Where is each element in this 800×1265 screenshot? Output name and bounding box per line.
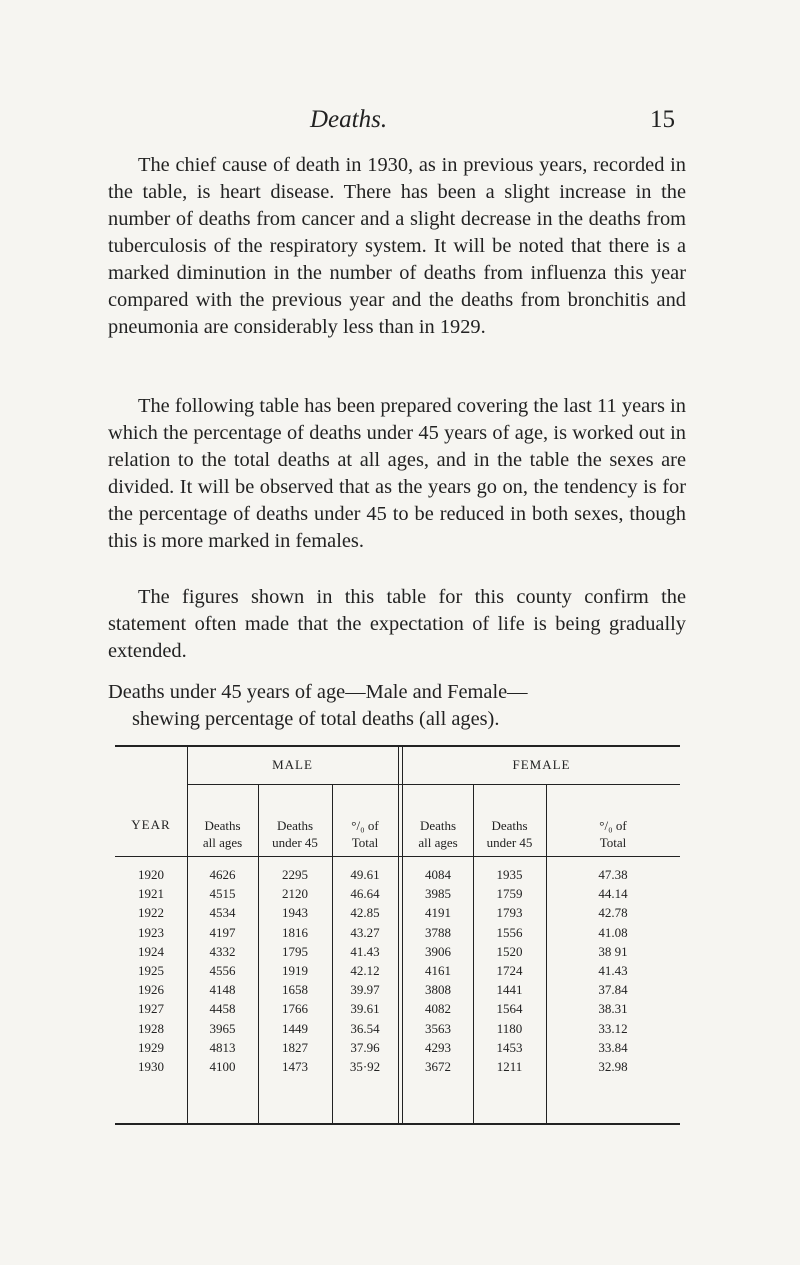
header-line-1: Deaths bbox=[419, 818, 457, 833]
male-deaths-all-ages-cell: 4458 bbox=[209, 1001, 236, 1017]
header-line-1: Deaths bbox=[491, 818, 528, 833]
male-percent-total-cell: 37.96 bbox=[350, 1039, 380, 1055]
female-deaths-all-ages-cell: 3906 bbox=[425, 943, 451, 959]
male-deaths-all-ages-cell: 4148 bbox=[209, 982, 236, 998]
female-deaths-under-45-cell: 1441 bbox=[496, 982, 523, 998]
female-deaths-under-45-cell: 1724 bbox=[496, 963, 523, 978]
female-percent-total-cell: 38.31 bbox=[598, 1001, 628, 1017]
section-title: Deaths. bbox=[310, 106, 388, 133]
header-line-1: Deaths bbox=[204, 818, 241, 833]
page-number: 15 bbox=[650, 106, 675, 133]
female-percent-total-cell: 33.12 bbox=[598, 1020, 628, 1036]
female-percent-total-cell: 42.78 bbox=[598, 905, 628, 921]
male-deaths-all-ages-cell: 4556 bbox=[209, 963, 236, 978]
year-cell: 1924 bbox=[138, 943, 164, 959]
male-deaths-all-ages-cell: 4534 bbox=[209, 905, 236, 921]
header-line-2: Total bbox=[351, 835, 379, 850]
female-deaths-under-45-header bbox=[473, 817, 546, 851]
female-deaths-all-ages-cell: 4293 bbox=[425, 1039, 451, 1055]
paragraph-3 bbox=[108, 584, 686, 665]
male-percent-total-cell: 43.27 bbox=[350, 924, 380, 940]
female-percent-total-header bbox=[546, 817, 680, 851]
male-deaths-under-45-cell: 2120 bbox=[282, 886, 308, 902]
header-line-2: under 45 bbox=[272, 835, 318, 850]
male-deaths-under-45-cell: 2295 bbox=[282, 867, 308, 882]
female-deaths-all-ages-cell: 4084 bbox=[425, 867, 451, 882]
female-percent-total-cell: 41.43 bbox=[598, 963, 628, 978]
male-deaths-all-ages-header bbox=[187, 817, 258, 851]
female-deaths-under-45-cell: 1564 bbox=[496, 1001, 523, 1017]
female-deaths-under-45-cell: 1520 bbox=[496, 943, 523, 959]
female-deaths-under-45-cell: 1211 bbox=[496, 1059, 523, 1074]
header-line-2: all ages bbox=[418, 835, 458, 850]
year-cell: 1923 bbox=[138, 924, 164, 940]
female-deaths-all-ages-cell: 4191 bbox=[425, 905, 451, 921]
year-cell: 1925 bbox=[138, 963, 164, 978]
female-percent-total-cell: 38 91 bbox=[598, 943, 628, 959]
female-deaths-all-ages-header bbox=[403, 817, 473, 851]
female-deaths-under-45-cell: 1935 bbox=[496, 867, 523, 882]
male-percent-total-header bbox=[332, 817, 398, 851]
header-line-2: all ages bbox=[202, 835, 243, 850]
paragraph-1 bbox=[108, 152, 686, 341]
year-cell: 1927 bbox=[138, 1001, 164, 1017]
female-deaths-all-ages-cell: 4161 bbox=[425, 963, 451, 978]
male-percent-total-cell: 46.64 bbox=[350, 886, 380, 902]
female-percent-total-cell: 41.08 bbox=[598, 924, 628, 940]
paragraph-3-text: The figures shown in this table for this county confirm the statement often made that the expectation of life is being gradually extended. bbox=[108, 586, 686, 662]
deaths-table bbox=[115, 745, 680, 1125]
male-percent-total-cell: 35·92 bbox=[349, 1059, 381, 1074]
male-deaths-under-45-cell: 1816 bbox=[282, 924, 308, 940]
male-deaths-under-45-cell: 1658 bbox=[282, 982, 308, 998]
male-deaths-under-45-cell: 1943 bbox=[282, 905, 308, 921]
male-deaths-all-ages-cell: 4515 bbox=[209, 886, 236, 902]
male-deaths-all-ages-cell: 4813 bbox=[209, 1039, 236, 1055]
female-percent-total-cell: 47.38 bbox=[598, 867, 628, 882]
female-deaths-all-ages-cell: 3563 bbox=[425, 1020, 451, 1036]
table-caption bbox=[108, 679, 708, 733]
male-percent-total-cell: 49.61 bbox=[350, 867, 380, 882]
year-cell: 1920 bbox=[138, 867, 164, 882]
header-line-1: Deaths bbox=[276, 818, 314, 833]
table-caption-line-1: Deaths under 45 years of age—Male and Female— bbox=[108, 681, 528, 703]
male-deaths-under-45-cell: 1919 bbox=[282, 963, 308, 978]
running-head bbox=[0, 106, 800, 146]
year-header: YEAR bbox=[131, 817, 171, 832]
female-percent-total-cell: 33.84 bbox=[598, 1039, 628, 1055]
female-deaths-under-45-cell: 1453 bbox=[496, 1039, 523, 1055]
male-percent-total-cell: 39.61 bbox=[350, 1001, 380, 1017]
male-deaths-under-45-cell: 1795 bbox=[282, 943, 308, 959]
paragraph-1-text: The chief cause of death in 1930, as in previous years, recorded in the table, is heart disease. There has been a slight increase in the number of deaths from cancer and a slight decrease in the deaths from tuberculosis of the respiratory system. It will be noted that there is a marked diminution in the number of deaths from influenza this year compared with the previous year and the deaths from bronchitis and pneumonia are considerably less than in 1929. bbox=[108, 154, 686, 338]
header-line-1: °/₀ of bbox=[599, 818, 627, 833]
female-deaths-all-ages-cell: 3788 bbox=[425, 924, 451, 940]
paragraph-2 bbox=[108, 393, 686, 555]
female-deaths-all-ages-cell: 3985 bbox=[425, 886, 451, 902]
female-header: FEMALE bbox=[512, 757, 571, 772]
male-deaths-under-45-cell: 1766 bbox=[282, 1001, 308, 1017]
male-deaths-under-45-cell: 1827 bbox=[282, 1039, 308, 1055]
male-deaths-all-ages-cell: 4626 bbox=[209, 867, 236, 882]
female-deaths-under-45-cell: 1793 bbox=[496, 905, 523, 921]
female-deaths-all-ages-cell: 3808 bbox=[425, 982, 451, 998]
female-percent-total-cell: 32.98 bbox=[598, 1059, 628, 1074]
year-cell: 1926 bbox=[138, 982, 164, 998]
male-deaths-all-ages-cell: 3965 bbox=[209, 1020, 236, 1036]
male-header: MALE bbox=[272, 757, 313, 772]
male-deaths-under-45-cell: 1473 bbox=[282, 1059, 308, 1074]
header-line-2: Total bbox=[599, 835, 627, 850]
male-deaths-under-45-cell: 1449 bbox=[282, 1020, 308, 1036]
group-header-rule bbox=[187, 784, 680, 785]
male-percent-total-cell: 42.85 bbox=[350, 905, 380, 921]
year-cell: 1930 bbox=[138, 1059, 164, 1074]
female-deaths-all-ages-cell: 4082 bbox=[425, 1001, 451, 1017]
female-deaths-all-ages-cell: 3672 bbox=[425, 1059, 451, 1074]
female-percent-total-cell: 37.84 bbox=[598, 982, 628, 998]
year-cell: 1929 bbox=[138, 1039, 164, 1055]
header-line-2: under 45 bbox=[486, 835, 533, 850]
female-deaths-under-45-cell: 1180 bbox=[496, 1020, 523, 1036]
table-caption-line-2: shewing percentage of total deaths (all ages). bbox=[132, 708, 500, 730]
female-deaths-under-45-cell: 1556 bbox=[496, 924, 523, 940]
header-line-1: °/₀ of bbox=[351, 818, 379, 833]
year-cell: 1921 bbox=[138, 886, 164, 902]
male-deaths-all-ages-cell: 4197 bbox=[209, 924, 236, 940]
male-deaths-all-ages-cell: 4100 bbox=[209, 1059, 236, 1074]
male-percent-total-cell: 36.54 bbox=[350, 1020, 380, 1036]
male-deaths-all-ages-cell: 4332 bbox=[209, 943, 236, 959]
male-deaths-under-45-header bbox=[258, 817, 332, 851]
year-cell: 1928 bbox=[138, 1020, 164, 1036]
year-cell: 1922 bbox=[138, 905, 164, 921]
male-percent-total-cell: 39.97 bbox=[350, 982, 380, 998]
female-deaths-under-45-cell: 1759 bbox=[496, 886, 523, 902]
female-percent-total-cell: 44.14 bbox=[598, 886, 628, 902]
male-percent-total-cell: 41.43 bbox=[350, 943, 380, 959]
male-percent-total-cell: 42.12 bbox=[350, 963, 380, 978]
paragraph-2-text: The following table has been prepared covering the last 11 years in which the percentage of deaths under 45 years of age, is worked out in relation to the total deaths at all ages, and in the table the sexes are divided. It will be observed that as the years go on, the tendency is for the percentage of deaths under 45 to be reduced in both sexes, though this is more marked in females. bbox=[108, 395, 686, 552]
sex-divider-a bbox=[398, 745, 399, 1124]
